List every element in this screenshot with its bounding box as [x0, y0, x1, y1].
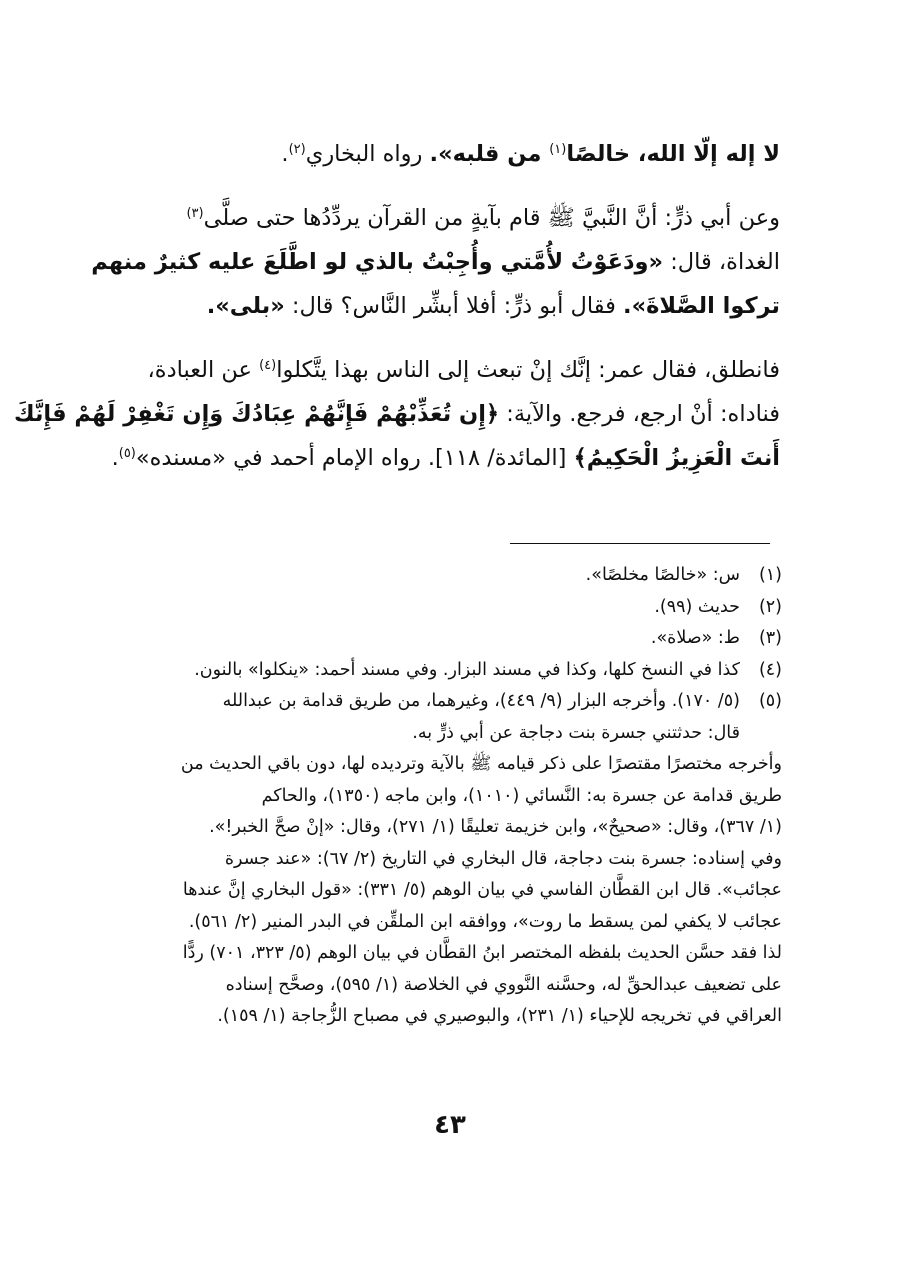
quran-verse: أَنتَ الْعَزِيزُ الْحَكِيمُ﴾ — [573, 445, 780, 471]
page-number: ٤٣ — [434, 1110, 466, 1140]
hadith-text-bold: لا إله إلّا الله، خالصًا — [566, 141, 780, 167]
narration-source: رواه البخاري — [305, 141, 430, 167]
footnote-5-line-5: (١/ ٣٦٧)، وقال: «صحيحٌ»، وابن خزيمة تعليقًا (١/ ٢٧١)، وقال: «إنْ صحَّ الخبر!». — [209, 817, 782, 837]
footnote-number: (١) — [758, 565, 782, 585]
footnote-number: (٥) — [758, 691, 782, 711]
footnote-1 — [118, 560, 782, 592]
period: . — [281, 141, 289, 167]
quran-verse: ﴿إِن تُعَذِّبْهُمْ فَإِنَّهُمْ عِبَادُكَ وَإِن تَغْفِرْ لَهُمْ فَإِنَّكَ — [14, 401, 500, 427]
narration-text: وعن أبي ذرٍّ: أنَّ النَّبيَّ ﷺ قام بآيةٍ من القرآن يردِّدُها حتى صلَّى — [203, 205, 780, 231]
footnote-number: (٣) — [758, 628, 782, 648]
footnote-3 — [118, 623, 782, 655]
footnote-number: (٢) — [758, 596, 782, 617]
hadith-text-bold-end: من قلبه». — [429, 141, 550, 167]
paragraph-2-line-3 — [118, 284, 780, 328]
footnote-5-line-3: وأخرجه مختصرًا مقتصرًا على ذكر قيامه ﷺ بالآية وترديده لها، دون باقي الحديث من — [180, 754, 782, 774]
footnote-ref-5[interactable]: (٥) — [118, 446, 136, 461]
narration-text: فناداه: أنْ ارجع، فرجع. والآية: — [499, 401, 780, 427]
footnote-5-line-6: وفي إسناده: جسرة بنت دجاجة، قال البخاري في التاريخ (٢/ ٦٧): «عند جسرة — [224, 848, 782, 869]
paragraph-3-line-1 — [118, 348, 780, 392]
footnote-text: (٥/ ١٧٠). وأخرجه البزار (٩/ ٤٤٩)، وغيرهما، من طريق قدامة بن عبدالله — [222, 691, 740, 711]
paragraph-2 — [91, 196, 780, 328]
footnote-5-line-10: على تضعيف عبدالحقِّ له، وحسَّنه النَّووي في الخلاصة (١/ ٥٩٥)، وصحَّح إسناده — [225, 974, 782, 995]
paragraph-1 — [118, 132, 780, 176]
footnote-4 — [118, 655, 782, 687]
footnote-5-line-4: طريق قدامة عن جسرة به: النَّسائي (١٠١٠)، وابن ماجه (١٣٥٠)، والحاكم — [261, 785, 782, 806]
paragraph-3 — [14, 348, 780, 480]
period: . — [111, 445, 119, 471]
paragraph-1-line-1 — [118, 132, 780, 176]
hadith-text-bold: تركوا الصَّلاةَ». — [623, 293, 780, 319]
narration-text: فقال أبو ذرٍّ: أفلا أبشِّر النَّاس؟ قال: — [284, 293, 624, 319]
footnote-ref-4[interactable]: (٤) — [259, 358, 277, 373]
footnote-5-line-9: لذا فقد حسَّن الحديث بلفظه المختصر ابنُ القطَّان في بيان الوهم (٥/ ٣٢٣، ٧٠١) ردًّا — [182, 943, 782, 963]
footnote-5-line-7: عجائب». قال ابن القطَّان الفاسي في بيان الوهم (٥/ ٣٣١): «قول البخاري إنَّ عندها — [182, 880, 782, 900]
footnote-text: حديث (٩٩). — [654, 596, 740, 617]
footnote-ref-3[interactable]: (٣) — [186, 206, 204, 221]
footnote-ref-1[interactable]: (١) — [549, 142, 567, 157]
footnote-text: س: «خالصًا مخلصًا». — [585, 565, 740, 585]
footnote-5 — [118, 686, 782, 718]
footnote-5-line-2: قال: حدثتني جسرة بنت دجاجة عن أبي ذرٍّ به. — [412, 722, 740, 743]
footnote-5-line-8: عجائب لا يكفي لمن يسقط ما روت»، ووافقه ابن الملقِّن في البدر المنير (٢/ ٥٦١). — [188, 911, 782, 932]
footnote-text: كذا في النسخ كلها، وكذا في مسند البزار. وفي مسند أحمد: «ينكلوا» بالنون. — [194, 659, 740, 680]
footnote-separator — [510, 543, 770, 544]
paragraph-3-line-2 — [14, 392, 780, 436]
narration-source: [المائدة/ ١١٨]. رواه الإمام أحمد في «مسنده» — [135, 445, 574, 471]
narration-text: فانطلق، فقال عمر: إنَّك إنْ تبعث إلى الناس بهذا يتَّكلوا — [276, 357, 780, 383]
paragraph-2-line-2 — [91, 240, 780, 284]
paragraph-3-line-3 — [111, 436, 780, 480]
narration-text: الغداة، قال: — [663, 249, 780, 275]
footnote-text: ط: «صلاة». — [650, 628, 740, 648]
narration-text: عن العبادة، — [147, 357, 260, 383]
footnote-5-line-11: العراقي في تخريجه للإحياء (١/ ٢٣١)، والبوصيري في مصباح الزُّجاجة (١/ ١٥٩). — [217, 1006, 782, 1026]
footnote-number: (٤) — [758, 659, 782, 680]
hadith-text-bold: «بلى». — [206, 293, 285, 319]
paragraph-2-line-1 — [118, 196, 780, 240]
footnotes — [118, 560, 782, 1033]
footnote-2 — [118, 592, 782, 624]
footnote-ref-2[interactable]: (٢) — [288, 142, 306, 157]
hadith-text-bold: «ودَعَوْتُ لأُمَّتي وأُجِبْتُ بالذي لو اطَّلَعَ عليه كثيرٌ منهم — [91, 249, 664, 275]
